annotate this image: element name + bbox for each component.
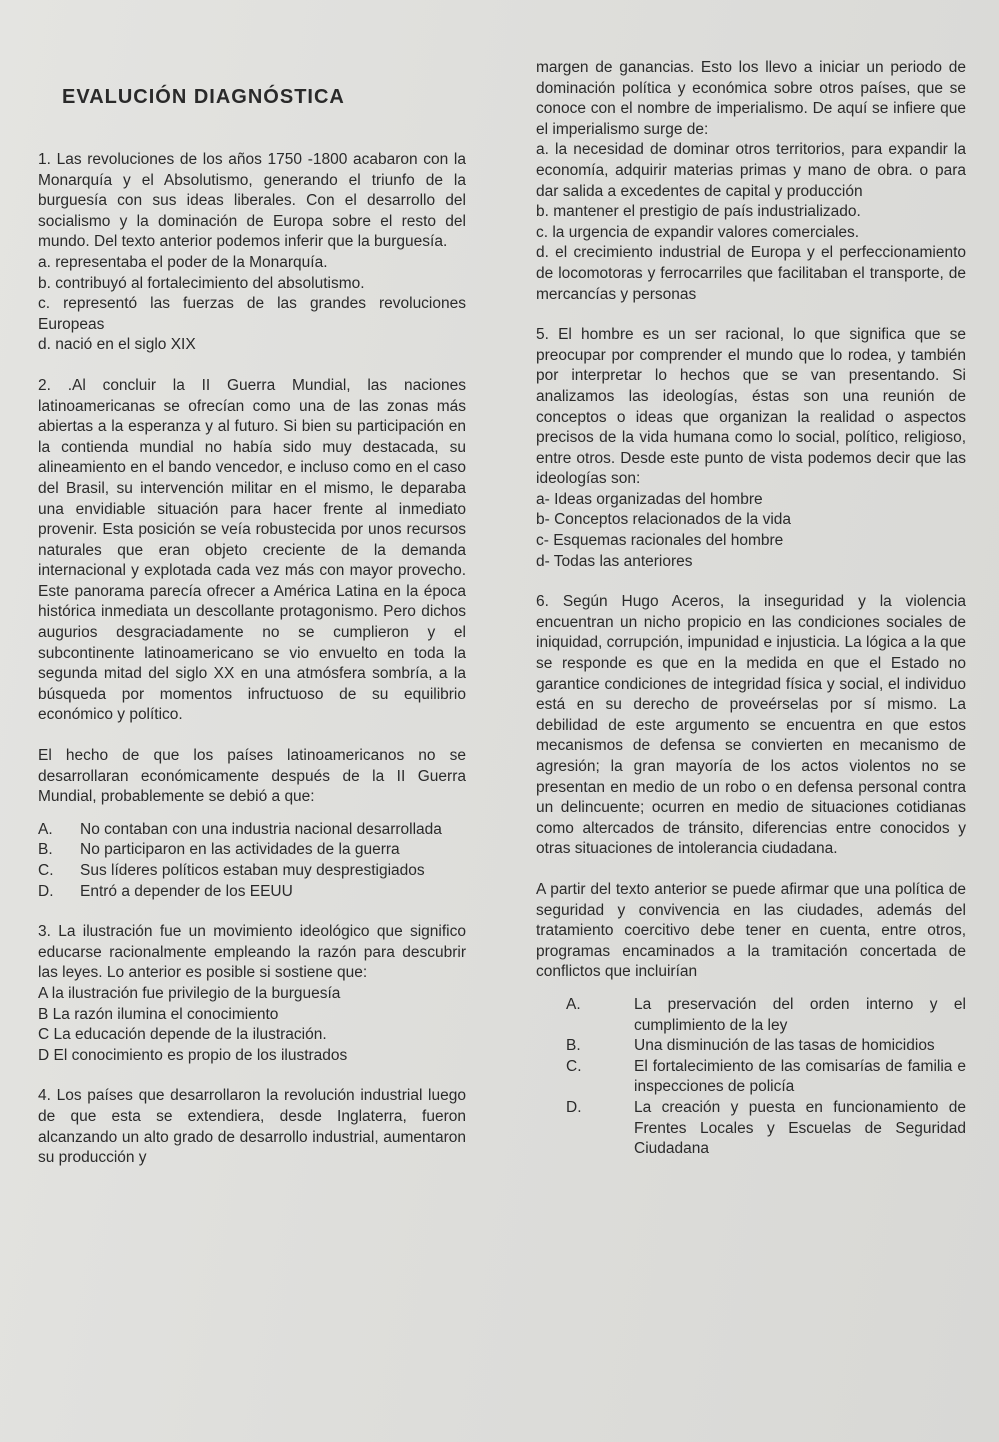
question-4-end (536, 58, 966, 305)
question-5-option-a: a- Ideas organizadas del hombre (536, 490, 763, 508)
question-3 (38, 922, 466, 1066)
question-5-option-b: b- Conceptos relacionados de la vida (536, 511, 792, 529)
question-2-question: El hecho de que los países latinoamericanos no se desarrollaran económicamente después de la II Guerra Mundial, probablemente se debió a que: (38, 747, 466, 806)
question-2 (38, 376, 466, 902)
left-column (38, 150, 466, 1169)
question-4-option-d: d. el crecimiento industrial de Europa y el perfeccionamiento de locomotoras y ferrocarriles que facilitaban el transporte, de mercancías y personas (536, 244, 966, 303)
question-1-option-c: c. representó las fuerzas de las grandes revoluciones Europeas (38, 295, 466, 333)
question-2-option-a (38, 820, 466, 841)
option-key: C. (566, 1057, 582, 1075)
question-6-option-d (536, 1098, 966, 1160)
option-key: A. (38, 820, 53, 838)
question-3-stem: 3. La ilustración fue un movimiento ideológico que significo educarse racionalmente empleando la razón para descubrir las leyes. Lo anterior es posible si sostiene que: (38, 923, 466, 982)
page-title: EVALUCIÓN DIAGNÓSTICA (62, 86, 345, 108)
option-text: No participaron en las actividades de la guerra (80, 841, 400, 859)
question-3-option-d: D El conocimiento es propio de los ilustrados (38, 1046, 348, 1064)
question-6-option-a (536, 995, 966, 1036)
question-5 (536, 325, 966, 572)
option-text: No contaban con una industria nacional desarrollada (80, 820, 442, 838)
option-key: B. (38, 841, 53, 859)
question-1-option-b: b. contribuyó al fortalecimiento del absolutismo. (38, 274, 365, 292)
question-4-stem-start: 4. Los países que desarrollaron la revolución industrial luego de que esta se extendiera, desde Inglaterra, fueron alcanzando un alto grado de desarrollo industrial, aumentaron su producción y (38, 1087, 466, 1167)
question-1-option-a: a. representaba el poder de la Monarquía. (38, 253, 328, 271)
question-6-question: A partir del texto anterior se puede afirmar que una política de seguridad y convivencia en las ciudades, además del tratamiento coercitivo debe tener en cuenta, entre otros, programas encaminados a la tramitación concertada de conflictos que incluirían (536, 880, 966, 981)
question-2-option-d (38, 882, 466, 903)
question-1 (38, 150, 466, 356)
option-key: A. (566, 995, 581, 1013)
question-3-option-a: A la ilustración fue privilegio de la burguesía (38, 984, 341, 1002)
question-5-stem: 5. El hombre es un ser racional, lo que significa que se preocupar por comprender el mundo que lo rodea, y también por interpretar lo hechos que se van presentando. Si analizamos las ideologías, éstas son una reunión de conceptos o ideas que organizan la realidad o aspectos precisos de la vida humana como lo social, político, religioso, entre otros. Desde este punto de vista podemos decir que las ideologías son: (536, 326, 966, 488)
question-4-option-c: c. la urgencia de expandir valores comerciales. (536, 223, 860, 241)
option-key: C. (38, 862, 54, 879)
question-3-option-c: C La educación depende de la ilustración. (38, 1026, 327, 1044)
question-2-option-b (38, 840, 466, 861)
question-4-option-a: a. la necesidad de dominar otros territorios, para expandir la economía, adquirir materias primas y mano de obra. o para dar salida a excedentes de capital y producción (536, 141, 966, 200)
question-6-option-b (536, 1036, 966, 1057)
question-3-option-b: B La razón ilumina el conocimiento (38, 1005, 279, 1023)
right-column (536, 58, 966, 1160)
option-text: Sus líderes políticos estaban muy desprestigiados (80, 862, 425, 879)
option-text: Entró a depender de los EEUU (80, 882, 293, 900)
option-text: Una disminución de las tasas de homicidios (634, 1037, 935, 1055)
question-1-option-d: d. nació en el siglo XIX (38, 336, 196, 354)
question-4-start (38, 1086, 466, 1168)
option-text: La preservación del orden interno y el cumplimiento de la ley (634, 995, 966, 1034)
option-key: D. (38, 882, 54, 900)
question-6 (536, 592, 966, 1159)
option-key: B. (566, 1037, 581, 1055)
question-5-option-c: c- Esquemas racionales del hombre (536, 532, 784, 550)
question-6-stem: 6. Según Hugo Aceros, la inseguridad y la violencia encuentran un nicho propicio en las condiciones sociales de iniquidad, corrupción, impunidad e injusticia. La lógica a la que se responde es que en la medida en que el Estado no garantice condiciones de integridad física y social, el individuo está en su derecho de proveérselas por sí mismo. La debilidad de este argumento se encuentra en que estos mecanismos de defensa se convierten en mecanismo de agresión; la gran mayoría de los actos violentos no se presentan en medio de un robo o en defensa personal contra un delincuente; ocurren en medio de situaciones cotidianas como altercados de tránsito, diferencias entre conocidos y otras situaciones de intolerancia ciudadana. (536, 593, 966, 858)
question-4-option-b: b. mantener el prestigio de país industrializado. (536, 203, 861, 221)
option-key: D. (566, 1098, 582, 1116)
question-5-option-d: d- Todas las anteriores (536, 552, 693, 570)
option-text: El fortalecimiento de las comisarías de familia e inspecciones de policía (634, 1057, 966, 1096)
question-2-stem: 2. .Al concluir la II Guerra Mundial, las naciones latinoamericanas se ofrecían como una de las zonas más abiertas a la esperanza y al futuro. Si bien su participación en la contienda mundial no había sido muy destacada, su alineamiento en el bando vencedor, e incluso como en el caso del Brasil, su intervención militar en el mismo, le deparaba una envidiable situación para hacer frente al inmediato provenir. Esta posición se veía robustecida por unos recursos naturales que eran objeto creciente de la demanda internacional y explotada cada vez más con mayor provecho. Este panorama parecía ofrecer a América Latina en la época histórica inmediata un descollante protagonismo. Pero dichos augurios desgraciadamente no se cumplieron y el subcontinente latinoamericano se vio envuelto en toda la segunda mitad del siglo XX en una atmósfera sombría, a la búsqueda por momentos infructuoso de su equilibrio económico y político. (38, 376, 466, 724)
question-4-stem-end: margen de ganancias. Esto los llevo a iniciar un periodo de dominación política y económica sobre otros países, que se conoce con el nombre de imperialismo. De aquí se infiere que el imperialismo surge de: (536, 59, 966, 138)
option-text: La creación y puesta en funcionamiento de Frentes Locales y Escuelas de Seguridad Ciudadana (634, 1098, 966, 1158)
question-2-option-c (38, 861, 466, 882)
question-6-option-c (536, 1057, 966, 1098)
question-1-stem: 1. Las revoluciones de los años 1750 -1800 acabaron con la Monarquía y el Absolutismo, generando el triunfo de la burguesía con sus ideas liberales. Con el desarrollo del socialismo y la dominación de Europa sobre el resto del mundo. Del texto anterior podemos inferir que la burguesía. (38, 151, 466, 251)
